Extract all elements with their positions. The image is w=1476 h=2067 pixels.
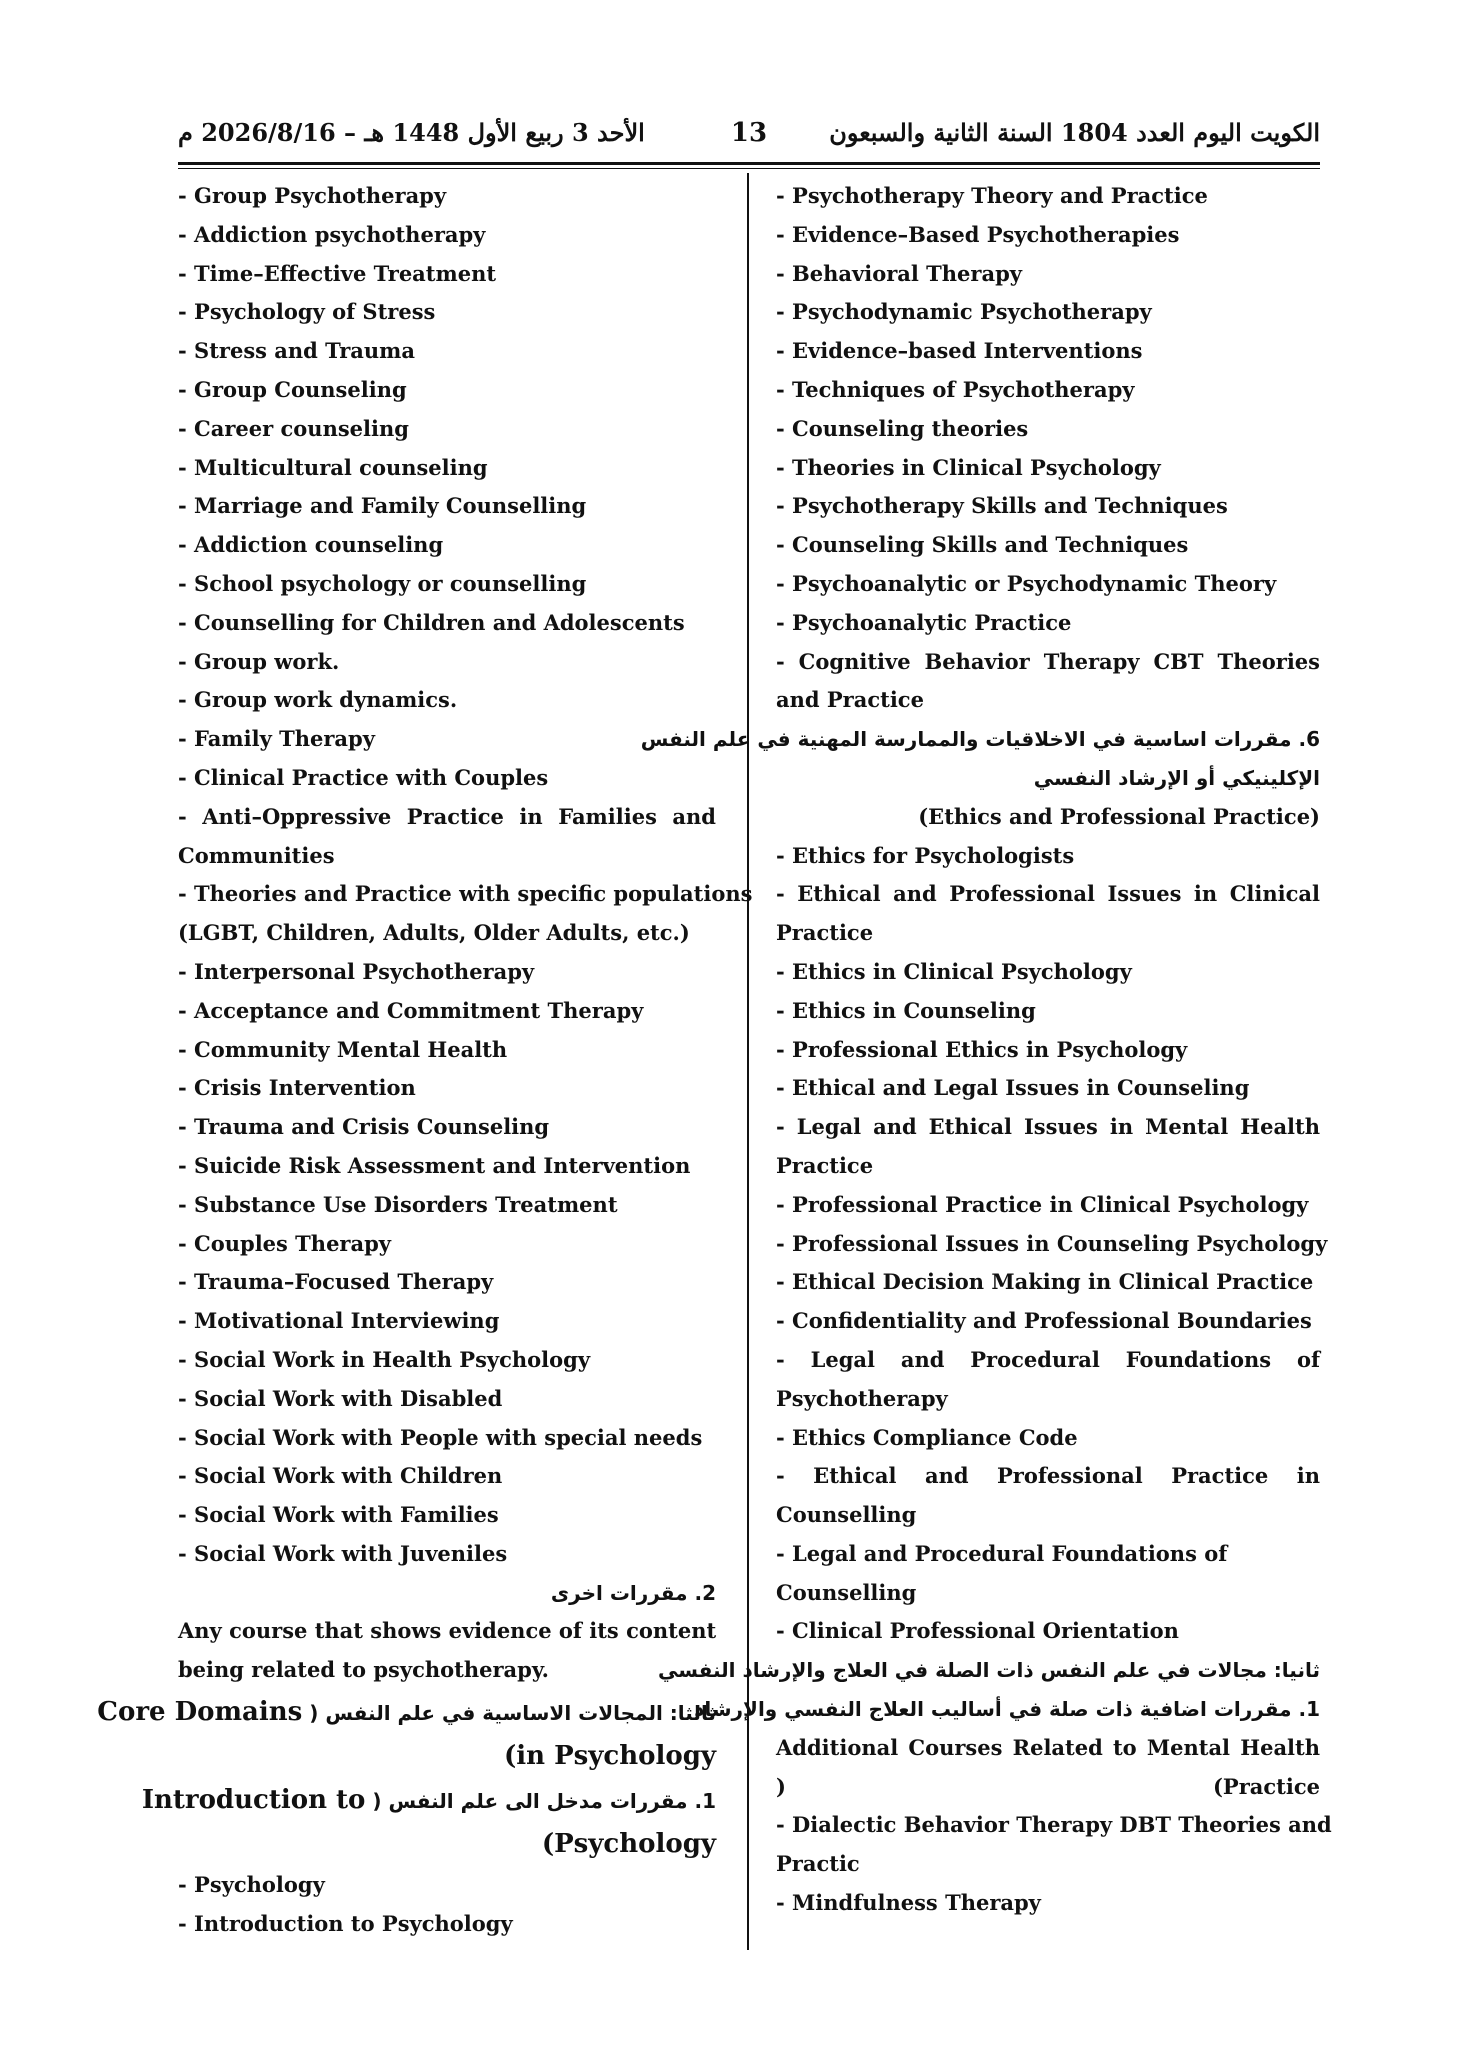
course-item: - Trauma–Focused Therapy <box>178 1269 494 1295</box>
right-column <box>640 177 1332 1923</box>
course-item-continued: Counselling <box>776 1502 917 1528</box>
course-item: - Ethical and Legal Issues in Counseling <box>776 1075 1250 1101</box>
course-item: - Stress and Trauma <box>178 338 416 364</box>
course-item: - Crisis Intervention <box>178 1075 416 1101</box>
course-item: - Social Work with People with special needs <box>178 1424 703 1450</box>
course-item: - Clinical Professional Orientation <box>776 1618 1179 1644</box>
course-item: - Addiction counseling <box>178 532 444 558</box>
course-item: - Psychodynamic Psychotherapy <box>776 299 1152 325</box>
course-item: - Ethics Compliance Code <box>776 1424 1078 1450</box>
course-item-continued: and Practice <box>776 687 924 713</box>
course-item-continued: Practice <box>776 920 874 946</box>
course-item: - Career counseling <box>178 415 409 441</box>
course-item-continued: (LGBT, Children, Adults, Older Adults, etc.) <box>178 920 690 946</box>
course-item: - Ethical and Professional Practice in <box>776 1463 1320 1489</box>
course-item: - Acceptance and Commitment Therapy <box>178 997 644 1023</box>
course-item: - Professional Issues in Counseling Psychology <box>776 1230 1328 1256</box>
course-item: - Ethics for Psychologists <box>776 842 1075 868</box>
course-item: - Professional Practice in Clinical Psychology <box>776 1191 1309 1217</box>
course-item: - Substance Use Disorders Treatment <box>178 1191 618 1217</box>
course-item: - Ethical and Professional Issues in Clinical <box>776 881 1320 907</box>
course-item: - Motivational Interviewing <box>178 1308 500 1334</box>
additional-heading-en: Additional Courses Related to Mental Health ) <box>776 1734 1320 1799</box>
course-item: - Psychoanalytic or Psychodynamic Theory <box>776 570 1277 596</box>
course-item: - Mindfulness Therapy <box>776 1890 1041 1916</box>
additional-heading-en-continued: (Practice <box>1212 1773 1320 1799</box>
intro-heading <box>141 1778 716 1822</box>
course-item: - Social Work in Health Psychology <box>178 1346 591 1372</box>
header-rule-thick <box>178 162 1320 165</box>
course-item: - Addiction psychotherapy <box>178 221 486 247</box>
course-item: - Anti–Oppressive Practice in Families and <box>178 803 716 829</box>
core-domains-heading <box>97 1690 716 1734</box>
intro-heading-en: Introduction to <box>141 1785 366 1816</box>
intro-heading-ar: 1. مقررات مدخل الى علم النفس ( <box>372 1789 716 1814</box>
course-item: - Group work dynamics. <box>178 687 458 713</box>
course-item: - Psychoanalytic Practice <box>776 609 1072 635</box>
course-item-continued: Counselling <box>776 1579 917 1605</box>
core-domains-heading-en-2: (in Psychology <box>503 1741 716 1772</box>
course-item: - Professional Ethics in Psychology <box>776 1036 1188 1062</box>
course-item: - Social Work with Disabled <box>178 1385 503 1411</box>
course-item: - School psychology or counselling <box>178 570 587 596</box>
ethics-heading-ar-continued: الإكلينيكي أو الإرشاد النفسي <box>1033 765 1320 790</box>
course-item: - Clinical Practice with Couples <box>178 764 549 790</box>
course-item: - Group Psychotherapy <box>178 183 447 208</box>
header-rule-thin <box>178 168 1320 169</box>
course-item: - Interpersonal Psychotherapy <box>178 958 535 984</box>
course-item: - Ethical Decision Making in Clinical Practice <box>776 1269 1314 1295</box>
header-date: الأحد 3 ربيع الأول 1448 هـ – 2026/8/16 م <box>178 118 645 147</box>
course-item: - Social Work with Children <box>178 1463 503 1489</box>
course-item: - Ethics in Clinical Psychology <box>776 958 1132 984</box>
page-number: 13 <box>730 118 768 148</box>
course-item: - Legal and Procedural Foundations of <box>776 1346 1320 1372</box>
other-courses-heading: 2. مقررات اخرى <box>550 1580 716 1605</box>
intro-heading-continued <box>178 1822 716 1866</box>
core-domains-heading-en: Core Domains <box>97 1697 303 1728</box>
header-issue: الكويت اليوم العدد 1804 السنة الثانية والسبعون <box>829 118 1320 147</box>
course-item: - Family Therapy <box>178 726 375 752</box>
course-item: - Theories and Practice with specific populations <box>178 881 753 907</box>
course-item: - Social Work with Families <box>178 1502 499 1528</box>
course-item: - Multicultural counseling <box>178 454 488 480</box>
course-item-continued: Psychotherapy <box>776 1385 948 1411</box>
ethics-heading-ar: 6. مقررات اساسية في الاخلاقيات والممارسة المهنية في علم النفس <box>640 727 1320 752</box>
course-item-continued: Communities <box>178 842 335 868</box>
ethics-heading-en: (Ethics and Professional Practice) <box>918 803 1320 829</box>
any-course-text-continued: being related to psychotherapy. <box>178 1657 549 1683</box>
course-item: - Trauma and Crisis Counseling <box>178 1114 550 1140</box>
course-item: - Group Counseling <box>178 376 407 402</box>
course-item: - Legal and Ethical Issues in Mental Health <box>776 1114 1320 1140</box>
course-item: - Ethics in Counseling <box>776 997 1036 1023</box>
course-item: - Counselling for Children and Adolescents <box>178 609 685 635</box>
course-item: - Suicide Risk Assessment and Intervention <box>178 1152 691 1178</box>
course-item: - Marriage and Family Counselling <box>178 493 587 519</box>
course-item: - Group work. <box>178 648 340 674</box>
course-item: - Dialectic Behavior Therapy DBT Theories and <box>776 1812 1332 1838</box>
course-item: - Behavioral Therapy <box>776 260 1022 286</box>
course-item: - Cognitive Behavior Therapy CBT Theories <box>776 648 1320 674</box>
course-item: - Introduction to Psychology <box>178 1910 513 1936</box>
course-item: - Legal and Procedural Foundations of <box>776 1540 1228 1566</box>
left-column <box>97 177 753 1944</box>
course-item: - Confidentiality and Professional Boundaries <box>776 1308 1312 1334</box>
core-domains-heading-continued <box>178 1734 716 1778</box>
course-item-continued: Practic <box>776 1851 860 1877</box>
page-header <box>178 118 1320 158</box>
second-heading-ar: ثانيا: مجالات في علم النفس ذات الصلة في العلاج والإرشاد النفسي <box>658 1658 1320 1683</box>
course-item-continued: Practice <box>776 1152 874 1178</box>
course-item: - Theories in Clinical Psychology <box>776 454 1161 480</box>
course-item: - Time–Effective Treatment <box>178 260 497 286</box>
course-item: - Community Mental Health <box>178 1036 508 1062</box>
course-item: - Psychology <box>178 1872 325 1898</box>
course-item: - Couples Therapy <box>178 1230 391 1256</box>
course-item: - Evidence–Based Psychotherapies <box>776 221 1180 247</box>
course-item: - Psychotherapy Theory and Practice <box>776 183 1208 208</box>
course-item: - Psychology of Stress <box>178 299 436 325</box>
course-item: - Counseling theories <box>776 415 1029 441</box>
course-item: - Psychotherapy Skills and Techniques <box>776 493 1228 519</box>
intro-heading-en-2: (Psychology <box>541 1829 716 1860</box>
course-item: - Counseling Skills and Techniques <box>776 532 1189 558</box>
course-item: - Evidence–based Interventions <box>776 338 1143 364</box>
course-item: - Social Work with Juveniles <box>178 1540 508 1566</box>
any-course-text: Any course that shows evidence of its content <box>178 1618 717 1644</box>
core-domains-heading-ar: ثالثا: المجالات الاساسية في علم النفس ( <box>309 1701 716 1726</box>
course-item: - Techniques of Psychotherapy <box>776 376 1135 402</box>
additional-heading-ar: 1. مقررات اضافية ذات صلة في أساليب العلاج النفسي والإرشاد <box>694 1697 1320 1722</box>
